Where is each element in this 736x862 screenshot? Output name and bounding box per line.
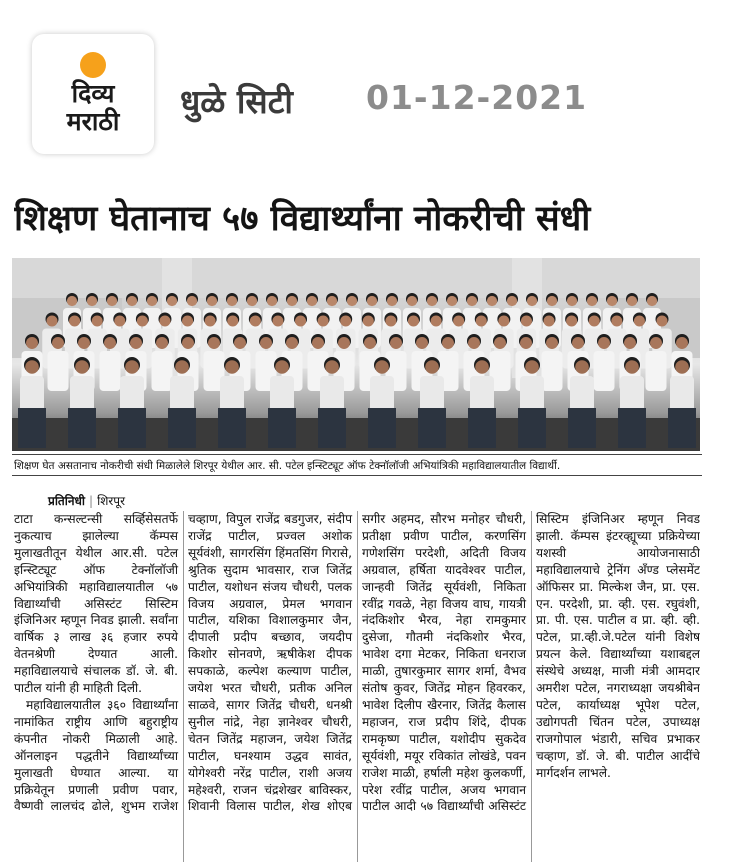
- person-head: [234, 337, 246, 349]
- person-head: [431, 315, 442, 326]
- person-head: [227, 315, 238, 326]
- person-head: [494, 337, 506, 349]
- person-head: [385, 315, 396, 326]
- person-head: [107, 296, 117, 306]
- byline: [48, 492, 125, 509]
- person-body: [542, 351, 563, 391]
- person-head: [507, 296, 517, 306]
- person-head: [287, 296, 297, 306]
- person-legs: [568, 408, 596, 448]
- person-head: [625, 360, 639, 374]
- person-head: [634, 315, 645, 326]
- photo-caption: शिक्षण घेत असतानाच नोकरीची संधी मिळालेले शिरपूर येथील आर. सी. पटेल इन्स्टिट्यूट ऑफ टेक्नॉलॉजी अभियांत्रिकी महाविद्यालयातील विद्यार्थी.: [12, 454, 702, 476]
- person-legs: [668, 408, 696, 448]
- person-head: [75, 360, 89, 374]
- person-body: [152, 351, 173, 391]
- person-head: [104, 337, 116, 349]
- person-head: [598, 337, 610, 349]
- person-head: [476, 315, 487, 326]
- group-photo: [12, 258, 700, 451]
- logo-line-1: दिव्य: [71, 79, 115, 108]
- person-head: [390, 337, 402, 349]
- person-head: [487, 296, 497, 306]
- article-body: [14, 511, 700, 862]
- person-head: [442, 337, 454, 349]
- person-head: [130, 337, 142, 349]
- person-legs: [18, 408, 46, 448]
- person-head: [338, 337, 350, 349]
- logo-sun-icon: [80, 52, 106, 78]
- person-head: [468, 337, 480, 349]
- person-head: [525, 360, 539, 374]
- person-head: [363, 315, 374, 326]
- person-head: [575, 360, 589, 374]
- person-head: [447, 296, 457, 306]
- person-head: [46, 315, 57, 326]
- person-head: [205, 315, 216, 326]
- person-legs: [118, 408, 146, 448]
- person-head: [92, 315, 103, 326]
- person-head: [286, 337, 298, 349]
- article-paragraph-1: टाटा कन्सल्टन्सी सर्व्हिसेसतर्फे नुकत्याच झालेल्या कॅम्पस मुलाखतीतून येथील आर.सी. पटेल इन्स्टिट्यूट ऑफ टेक्नॉलॉजी अभियांत्रिकी महाविद्यालयातील ५७ विद्यार्थ्यांची असिस्टंट सिस्टिम इंजिनिअर म्हणून निवड झाली. सर्वांना वार्षिक ३ लाख ३६ हजार रुपये वेतनश्रेणी देण्यात आली. महाविद्यालयाचे संचालक डॉ. जे. बी. पाटील यांनी ही माहिती दिली.: [14, 512, 178, 696]
- article-paragraph-2: महाविद्यालयातील ३६० विद्यार्थ्यांना नामांकित राष्ट्रीय आणि बहुराष्ट्रीय कंपनीत नोकरी मिळाली आहे. ऑनलाइन पद्धतीने विद्यार्थ्यांच्या मुलाखती घेण्यात आल्या. या प्रक्रियेतून प्रणाली प्रवीण पवार, वैष्णवी लालचंद ढोले, शुभम राजेश चव्हाण, विपुल राजेंद्र बडगुजर, संदीप राजेंद्र पाटील, प्रज्वल अशोक सूर्यवंशी, सागरसिंग हिंमतसिंग गिरासे, श्रुतिक सुदाम भावसार, राज जितेंद्र पाटील, यशोधन संजय चौधरी, पलक विजय अग्रवाल, प्रेमल भगवान पाटील, यशिका विशालकुमार जैन, दीपाली प्रदीप बच्छाव, जयदीप किशोर सोनवणे, ऋषीकेश दीपक सपकाळे, कल्पेश कल्याण पाटील, जयेश भरत चौधरी, प्रतीक अनिल साळवे, सागर जितेंद्र चौधरी, धनश्री सुनील नांद्रे, नेहा ज्ञानेश्वर चौधरी, चेतन जितेंद्र महाजन, जयेश जितेंद्र पाटील, घनश्याम उद्धव सावंत, योगेश्वरी नरेंद्र पाटील, राशी अजय महेश्वरी, राजन चंद्रशेखर बाविस्कर, शिवानी विलास पाटील, शेख शोएब सगीर अहमद, सौरभ मनोहर चौधरी, प्रतीक्षा प्रवीण पाटील, करणसिंग गणेशसिंग परदेशी, अदिती विजय अग्रवाल, हर्षिता यादवेश्वर पाटील, जान्हवी जितेंद्र सूर्यवंशी, निकिता रवींद्र गवळे, नेहा विजय वाघ, गायत्री नंदकिशोर भैरव, नेहा रामकुमार दुसेजा, गौतमी नंदकिशोर भैरव, भावेश दगा मेटकर, निकिता धनराज माळी, तुषारकुमार सागर शर्मा, वैभव संतोष कुवर, जितेंद्र मोहन हिवरकर, भावेश दिलीप खैरनार, जितेंद्र कैलास महाजन, राज प्रदीप शिंदे, दीपक रामकृष्ण पाटील, यशोदीप सुकदेव सूर्यवंशी, मयूर रविकांत लोखंडे, पवन राजेश माळी, हर्षाली महेश कुलकर्णी, परेश रवींद्र पाटील, अजय भगवान पाटील आदी ५७ विद्यार्थ्यांची असिस्टंट सिस्टिम इंजिनिअर म्हणून निवड झाली. कॅम्पस इंटरव्ह्यूच्या प्रक्रियेच्या यशस्वी आयोजनासाठी महाविद्यालयाचे ट्रेनिंग अँण्ड प्लेसमेंट ऑफिसर प्रा. मिल्केश जैन, प्रा. एस. एन. परदेशी, प्रा. व्ही. एस. रघुवंशी, प्रा. पी. एस. पाटील व प्रा. व्ही. व्ही. पटेल, प्रा.व्ही.जे.पटेल यांनी विशेष प्रयत्न केले. विद्यार्थ्यांच्या यशाबद्दल संस्थेचे अध्यक्ष, माजी मंत्री आमदार अमरीश पटेल, नगराध्यक्षा जयश्रीबेन पटेल, कार्याध्यक्ष भूपेश पटेल, उद्योगपती चिंतन पटेल, उपाध्यक्ष राजगोपाल भंडारी, सचिव प्रभाकर चव्हाण, डॉ. जे. बी. पाटील आदींचे मार्गदर्शन लाभले.: [14, 512, 700, 814]
- person-head: [408, 315, 419, 326]
- byline-separator: |: [89, 494, 94, 508]
- person-head: [544, 315, 555, 326]
- person-head: [387, 296, 397, 306]
- person-head: [156, 337, 168, 349]
- person-head: [467, 296, 477, 306]
- person-head: [182, 315, 193, 326]
- edition-date: 01-12-2021: [366, 78, 588, 117]
- person-body: [48, 351, 69, 391]
- person-body: [594, 351, 615, 391]
- person-head: [137, 315, 148, 326]
- person-head: [114, 315, 125, 326]
- person-legs: [68, 408, 96, 448]
- person-head: [167, 296, 177, 306]
- person-head: [624, 337, 636, 349]
- person-head: [147, 296, 157, 306]
- person-head: [676, 337, 688, 349]
- person-head: [325, 360, 339, 374]
- person-legs: [468, 408, 496, 448]
- person-head: [87, 296, 97, 306]
- person-head: [208, 337, 220, 349]
- person-head: [407, 296, 417, 306]
- person-head: [527, 296, 537, 306]
- person-legs: [268, 408, 296, 448]
- person-head: [187, 296, 197, 306]
- person-head: [247, 296, 257, 306]
- person-head: [567, 296, 577, 306]
- person-head: [182, 337, 194, 349]
- person-head: [318, 315, 329, 326]
- person-head: [547, 296, 557, 306]
- person-head: [26, 337, 38, 349]
- person-legs: [418, 408, 446, 448]
- person-head: [416, 337, 428, 349]
- person-head: [272, 315, 283, 326]
- person-head: [587, 296, 597, 306]
- person-head: [572, 337, 584, 349]
- person-head: [498, 315, 509, 326]
- person-head: [589, 315, 600, 326]
- person-head: [295, 315, 306, 326]
- person-head: [250, 315, 261, 326]
- byline-author: प्रतिनिधी: [48, 494, 86, 508]
- person-head: [367, 296, 377, 306]
- person-head: [375, 360, 389, 374]
- person-head: [125, 360, 139, 374]
- person-head: [69, 315, 80, 326]
- person-head: [175, 360, 189, 374]
- person-head: [159, 315, 170, 326]
- person-head: [611, 315, 622, 326]
- person-head: [566, 315, 577, 326]
- person-head: [475, 360, 489, 374]
- person-head: [520, 337, 532, 349]
- person-body: [646, 351, 667, 391]
- logo-line-2: मराठी: [66, 107, 120, 136]
- person-legs: [518, 408, 546, 448]
- person-head: [78, 337, 90, 349]
- person-head: [347, 296, 357, 306]
- headline: शिक्षण घेतानाच ५७ विद्यार्थ्यांना नोकरीची संधी: [14, 199, 591, 239]
- person-legs: [618, 408, 646, 448]
- person-body: [100, 351, 121, 391]
- person-head: [127, 296, 137, 306]
- person-legs: [218, 408, 246, 448]
- person-head: [675, 360, 689, 374]
- person-head: [647, 296, 657, 306]
- person-head: [312, 337, 324, 349]
- person-head: [327, 296, 337, 306]
- person-head: [627, 296, 637, 306]
- person-head: [364, 337, 376, 349]
- person-legs: [168, 408, 196, 448]
- person-head: [227, 296, 237, 306]
- person-head: [340, 315, 351, 326]
- divya-marathi-logo: [32, 34, 154, 154]
- person-head: [307, 296, 317, 306]
- person-head: [607, 296, 617, 306]
- person-head: [207, 296, 217, 306]
- person-head: [521, 315, 532, 326]
- person-head: [260, 337, 272, 349]
- person-head: [453, 315, 464, 326]
- person-head: [650, 337, 662, 349]
- group-photo-illustration: [12, 258, 700, 451]
- person-head: [67, 296, 77, 306]
- person-head: [225, 360, 239, 374]
- person-legs: [368, 408, 396, 448]
- person-head: [427, 296, 437, 306]
- byline-location: शिरपूर: [97, 494, 125, 508]
- person-head: [275, 360, 289, 374]
- edition-name: धुळे सिटी: [180, 82, 293, 121]
- person-head: [25, 360, 39, 374]
- person-head: [546, 337, 558, 349]
- person-head: [52, 337, 64, 349]
- person-head: [425, 360, 439, 374]
- person-head: [656, 315, 667, 326]
- person-legs: [318, 408, 346, 448]
- person-head: [267, 296, 277, 306]
